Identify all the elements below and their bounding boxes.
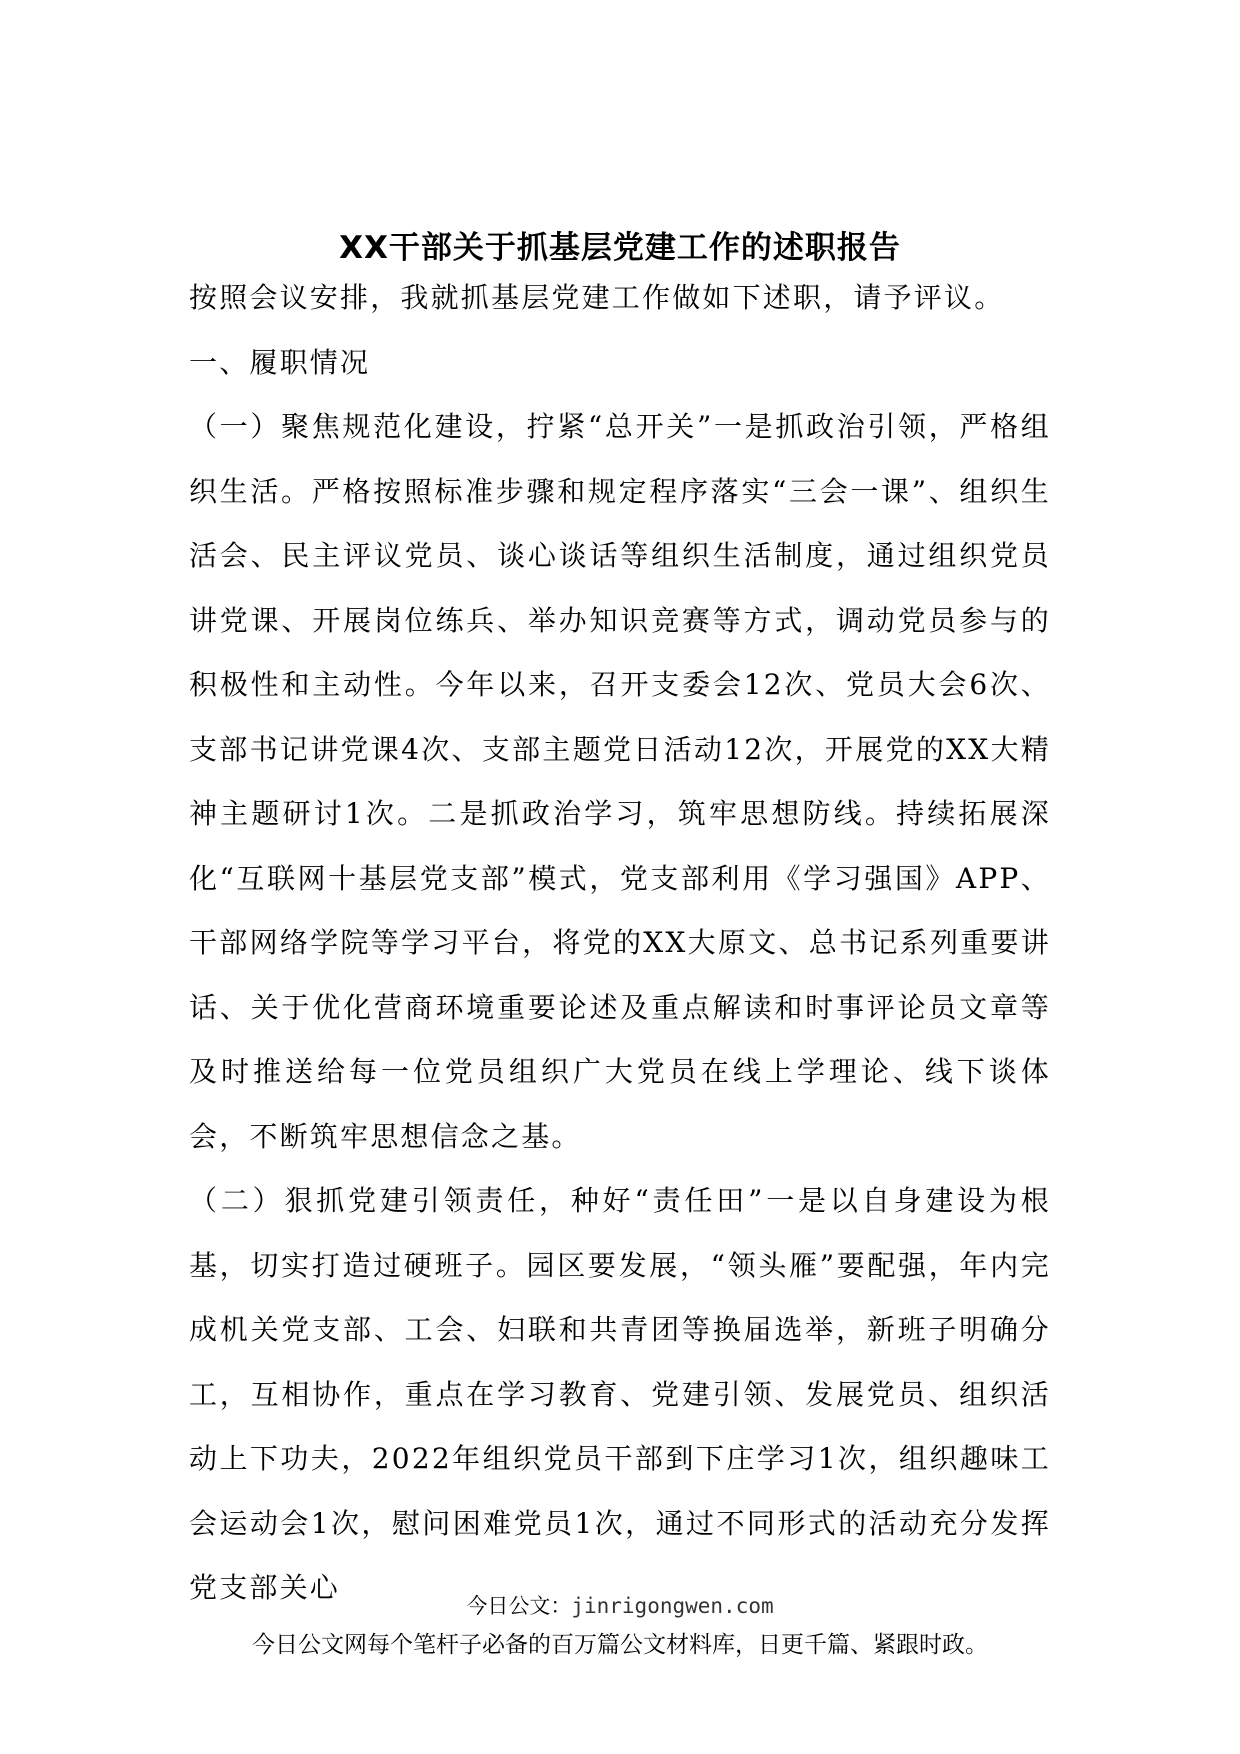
- footer-site-url[interactable]: jinrigongwen.com: [571, 1594, 774, 1618]
- footer-site-label: 今日公文：: [466, 1594, 572, 1618]
- section-heading: 一、履职情况: [189, 345, 371, 379]
- paragraph-intro: 按照会议安排，我就抓基层党建工作做如下述职，请予评议。: [189, 281, 1005, 314]
- document-title: XX干部关于抓基层党建工作的述职报告: [339, 230, 901, 266]
- paragraph-section-1: （一）聚焦规范化建设，拧紧“总开关”一是抓政治引领，严格组织生活。严格按照标准步骤和规定程序落实“三会一课”、组织生活会、民主评议党员、谈心谈话等组织生活制度，通过组织党员讲党课、开展岗位练兵、举办知识竞赛等方式，调动党员参与的积极性和主动性。今年以来，召开支委会12次、党员大会6次、支部书记讲党课4次、支部主题党日活动12次，开展党的XX大精神主题研讨1次。二是抓政治学习，筑牢思想防线。持续拓展深化“互联网十基层党支部”模式，党支部利用《学习强国》APP、干部网络学院等学习平台，将党的XX大原文、总书记系列重要讲话、关于优化营商环境重要论述及重点解读和时事评论员文章等及时推送给每一位党员组织广大党员在线上学理论、线下谈体会，不断筑牢思想信念之基。: [189, 410, 1051, 1153]
- footer-slogan: 今日公文网每个笔杆子必备的百万篇公文材料库，日更千篇、紧跟时政。: [252, 1632, 988, 1658]
- paragraph-section-2: （二）狠抓党建引领责任，种好“责任田”一是以自身建设为根基，切实打造过硬班子。园区要发展，“领头雁”要配强，年内完成机关党支部、工会、妇联和共青团等换届选举，新班子明确分工，互相协作，重点在学习教育、党建引领、发展党员、组织活动上下功夫，2022年组织党员干部到下庄学习1次，组织趣味工会运动会1次，慰问困难党员1次，通过不同形式的活动充分发挥党支部关心: [189, 1184, 1051, 1604]
- document-body: [189, 266, 1051, 1621]
- footer-site-line: [0, 1592, 1240, 1620]
